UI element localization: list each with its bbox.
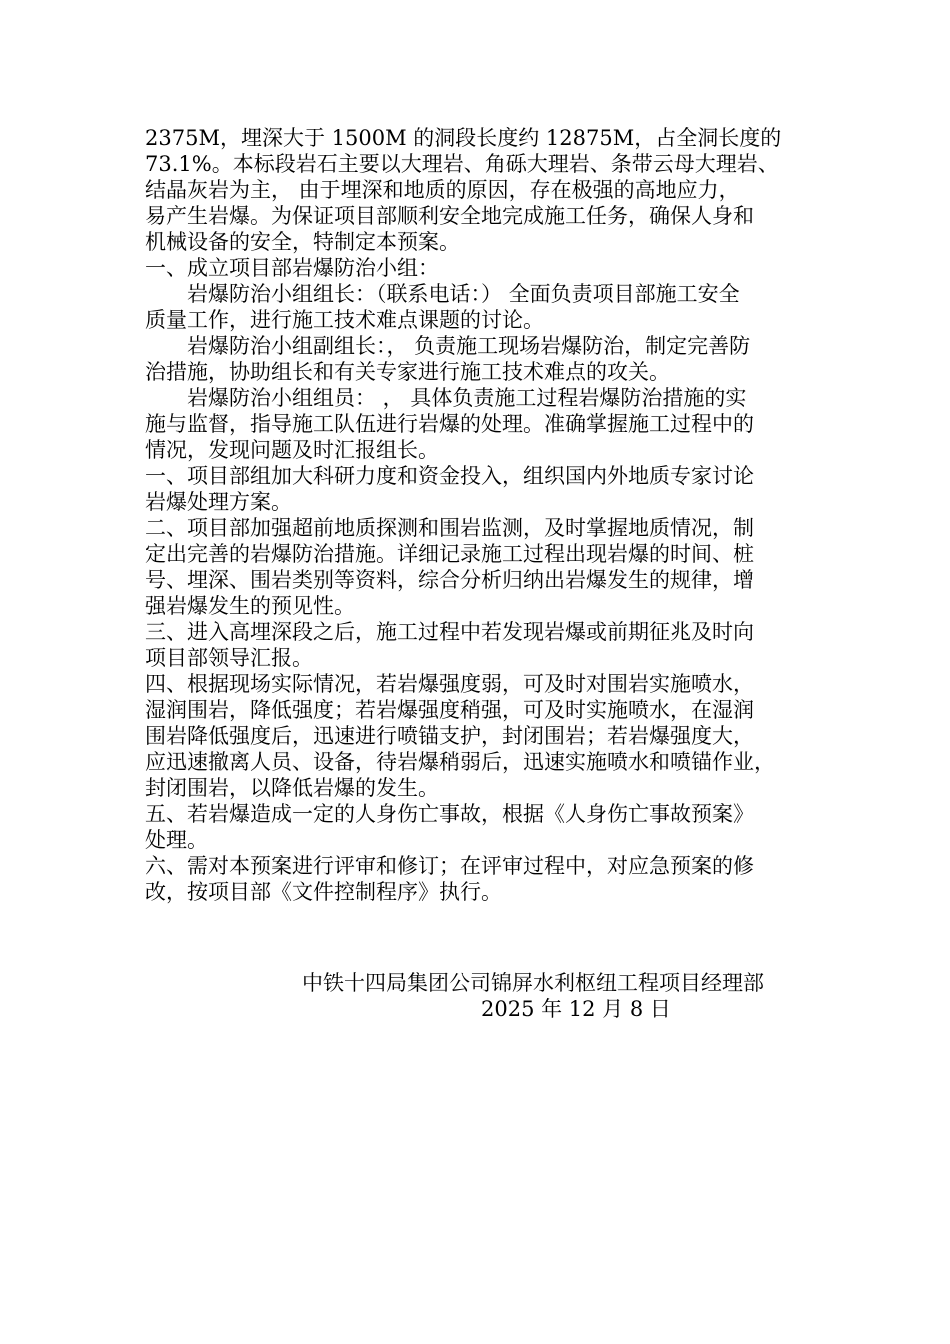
section-heading-1: 一、成立项目部岩爆防治小组： — [145, 256, 439, 280]
signature-date: 2025 年 12 月 8 日 — [481, 997, 671, 1021]
text-line-7: 岩爆防治小组组长：（联系电话：） 全面负责项目部施工安全 — [187, 282, 740, 306]
text-line-16: 二、项目部加强超前地质探测和围岩监测，及时掌握地质情况，制 — [145, 516, 754, 540]
text-line-8: 质量工作，进行施工技术难点课题的讨论。 — [145, 308, 544, 332]
text-line-14: 一、项目部组加大科研力度和资金投入，组织国内外地质专家讨论 — [145, 464, 754, 488]
text-line-4: 易产生岩爆。为保证项目部顺利安全地完成施工任务，确保人身和 — [145, 204, 754, 228]
text-line-10: 治措施，协助组长和有关专家进行施工技术难点的攻关。 — [145, 360, 670, 384]
text-line-23: 湿润围岩，降低强度；若岩爆强度稍强，可及时实施喷水，在湿润 — [145, 698, 754, 722]
text-line-11: 岩爆防治小组组员： ， 具体负责施工过程岩爆防治措施的实 — [187, 386, 747, 410]
document-body — [145, 125, 815, 905]
text-line-25: 应迅速撤离人员、设备，待岩爆稍弱后，迅速实施喷水和喷锚作业， — [145, 750, 775, 774]
text-line-21: 项目部领导汇报。 — [145, 646, 313, 670]
text-line-27: 五、若岩爆造成一定的人身伤亡事故，根据《人身伤亡事故预案》 — [145, 802, 754, 826]
text-line-26: 封闭围岩，以降低岩爆的发生。 — [145, 776, 439, 800]
text-line-29: 六、需对本预案进行评审和修订；在评审过程中，对应急预案的修 — [145, 854, 754, 878]
text-line-20: 三、进入高埋深段之后，施工过程中若发现岩爆或前期征兆及时向 — [145, 620, 754, 644]
text-line-19: 强岩爆发生的预见性。 — [145, 594, 355, 618]
text-line-17: 定出完善的岩爆防治措施。详细记录施工过程出现岩爆的时间、桩 — [145, 542, 754, 566]
signature-organization: 中铁十四局集团公司锦屏水利枢纽工程项目经理部 — [302, 971, 764, 995]
text-line-22: 四、根据现场实际情况，若岩爆强度弱，可及时对围岩实施喷水， — [145, 672, 754, 696]
text-line-1: 2375M，埋深大于 1500M 的洞段长度约 12875M，占全洞长度的 — [145, 126, 782, 150]
text-line-30: 改，按项目部《文件控制程序》执行。 — [145, 880, 502, 904]
text-line-12: 施与监督，指导施工队伍进行岩爆的处理。准确掌握施工过程中的 — [145, 412, 754, 436]
text-line-2: 73.1%。本标段岩石主要以大理岩、角砾大理岩、条带云母大理岩、 — [145, 152, 779, 176]
text-line-3: 结晶灰岩为主， 由于埋深和地质的原因，存在极强的高地应力， — [145, 178, 740, 202]
text-line-24: 围岩降低强度后，迅速进行喷锚支护，封闭围岩；若岩爆强度大， — [145, 724, 754, 748]
text-line-9: 岩爆防治小组副组长：， 负责施工现场岩爆防治，制定完善防 — [187, 334, 751, 358]
text-line-18: 号、埋深、围岩类别等资料，综合分析归纳出岩爆发生的规律，增 — [145, 568, 754, 592]
text-line-5: 机械设备的安全，特制定本预案。 — [145, 230, 460, 254]
text-line-13: 情况，发现问题及时汇报组长。 — [145, 438, 439, 462]
text-line-15: 岩爆处理方案。 — [145, 490, 292, 514]
text-line-28: 处理。 — [145, 828, 208, 852]
